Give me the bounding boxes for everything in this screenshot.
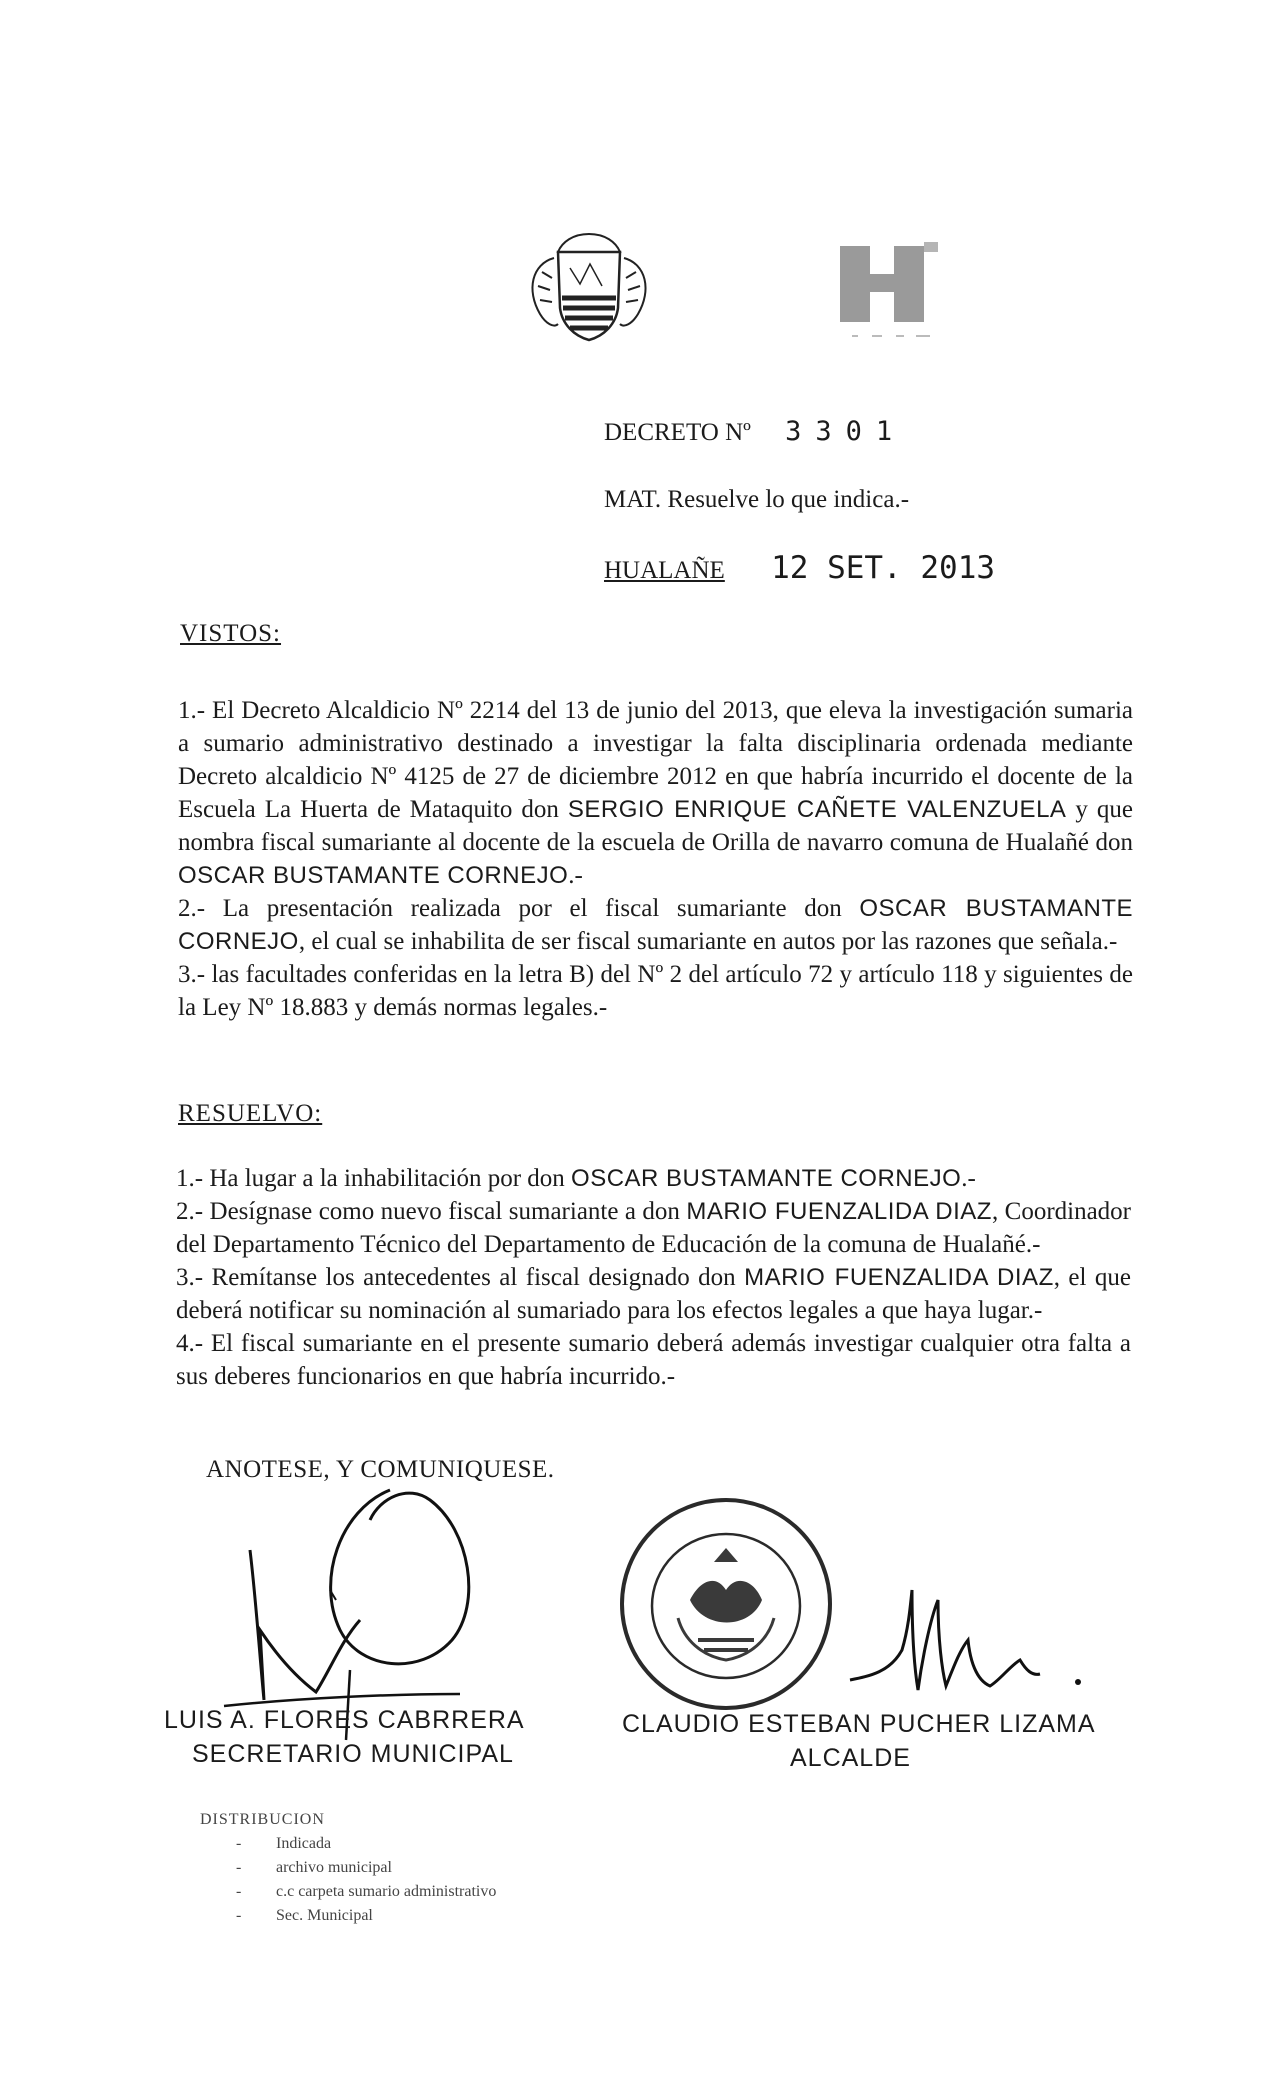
decree-number-line (604, 416, 906, 447)
mayor-signature (850, 1570, 1110, 1720)
distribution-heading: DISTRIBUCION (200, 1811, 325, 1828)
decree-number: 3301 (785, 416, 907, 447)
resuelvo-heading: RESUELVO: (178, 1100, 323, 1127)
mayor-title: ALCALDE (790, 1744, 911, 1772)
resuelvo-item-3: 3.- Remítanse los antecedentes al fiscal designado don MARIO FUENZALIDA DIAZ, el que deberá notificar su nominación al sumariado para los efectos legales a que haya lugar.- (176, 1264, 1132, 1324)
mayor-name: CLAUDIO ESTEBAN PUCHER LIZAMA (622, 1710, 1096, 1738)
secretary-title: SECRETARIO MUNICIPAL (192, 1740, 514, 1768)
distribution-item: - Sec. Municipal (236, 1904, 496, 1928)
resuelvo-item-4: 4.- El fiscal sumariante en el presente sumario deberá además investigar cualquier otra falta a sus deberes funcionarios en que habría incurrido.- (176, 1330, 1132, 1390)
vistos-item-1: 1.- El Decreto Alcaldicio Nº 2214 del 13 de junio del 2013, que eleva la investigación sumaria a sumario administrativo destinado a investigar la falta disciplinaria ordenada mediante Decreto alcaldicio Nº 4125 de 27 de diciembre 2012 en que habría incurrido el docente de la Escuela La Huerta de Mataquito don SERGIO ENRIQUE CAÑETE VALENZUELA y que nombra fiscal sumariante al docente de la escuela de Orilla de navarro comuna de Hualañé don OSCAR BUSTAMANTE CORNEJO.- (178, 697, 1133, 889)
distribution-item: - archivo municipal (236, 1856, 496, 1880)
municipal-h-logo (832, 238, 964, 350)
distribution-list (200, 1808, 496, 1928)
distribution-item: - Indicada (236, 1832, 496, 1856)
vistos-section (178, 694, 1133, 1024)
vistos-heading: VISTOS: (180, 620, 282, 647)
secretary-name: LUIS A. FLORES CABRRERA (164, 1706, 525, 1734)
municipal-crest-logo (518, 228, 660, 346)
secretary-signature (220, 1470, 580, 1730)
distribution-item: - c.c carpeta sumario administrativo (236, 1880, 496, 1904)
decree-date: 12 SET. 2013 (771, 550, 996, 586)
resuelvo-section (176, 1162, 1131, 1393)
decree-label: DECRETO Nº (604, 419, 751, 446)
decree-place-date (604, 550, 995, 586)
vistos-item-3: 3.- las facultades conferidas en la letra B) del Nº 2 del artículo 72 y artículo 118 y siguientes de la Ley Nº 18.883 y demás normas legales.- (178, 961, 1133, 1021)
closing-formula: ANOTESE, Y COMUNIQUESE. (206, 1456, 555, 1483)
vistos-item-2: 2.- La presentación realizada por el fiscal sumariante don OSCAR BUSTAMANTE CORNEJO, el cual se inhabilita de ser fiscal sumariante en autos por las razones que señala.- (178, 895, 1134, 955)
municipal-seal (608, 1490, 848, 1720)
resuelvo-item-1: 1.- Ha lugar a la inhabilitación por don OSCAR BUSTAMANTE CORNEJO.- (176, 1165, 976, 1192)
decree-subject: MAT. Resuelve lo que indica.- (604, 486, 910, 513)
resuelvo-item-2: 2.- Desígnase como nuevo fiscal sumariante a don MARIO FUENZALIDA DIAZ, Coordinador del Departamento Técnico del Departamento de Educación de la comuna de Hualañé.- (176, 1198, 1132, 1258)
decree-place: HUALAÑE (604, 557, 725, 584)
